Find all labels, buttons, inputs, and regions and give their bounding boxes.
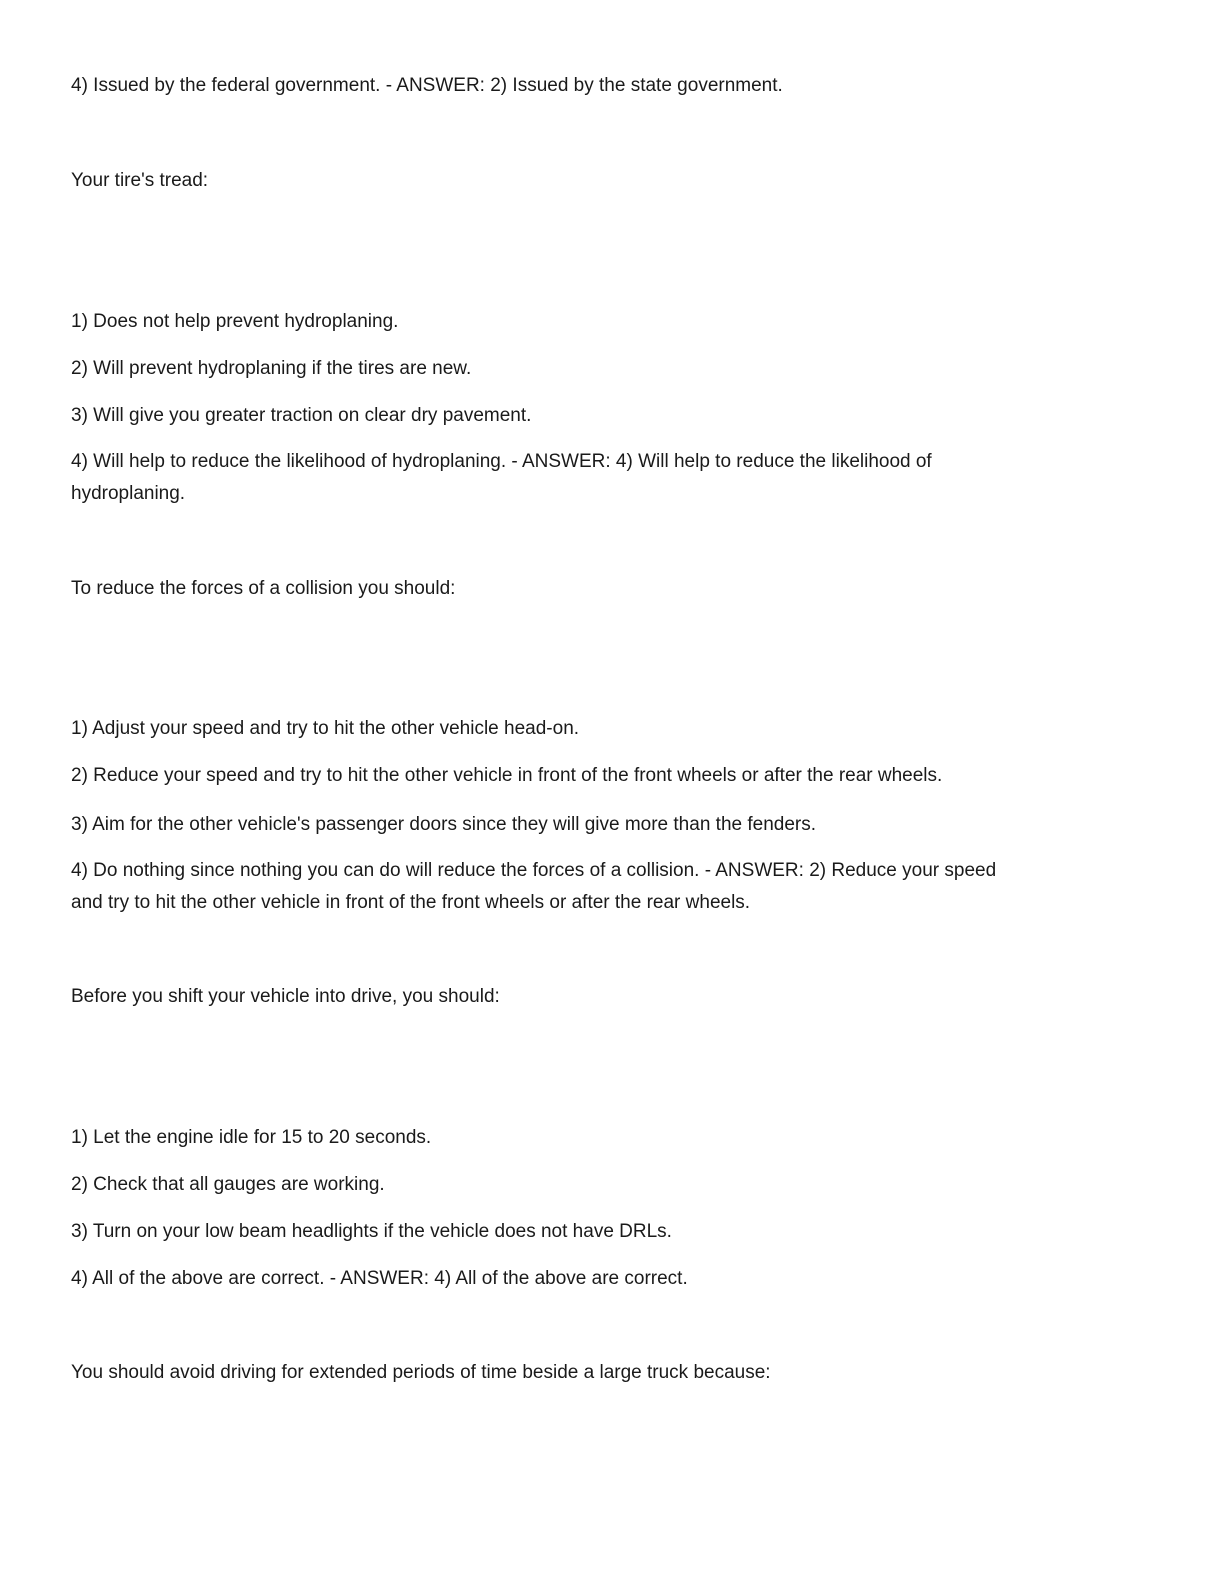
answer-line-state-government: 4) Issued by the federal government. - ANSWER: 2) Issued by the state government. xyxy=(71,75,783,96)
option-line: 1) Adjust your speed and try to hit the other vehicle head-on. xyxy=(71,718,580,739)
option-answer-line-continued: and try to hit the other vehicle in front of the front wheels or after the rear wheels. xyxy=(71,892,751,913)
option-answer-line-continued: hydroplaning. xyxy=(71,483,186,504)
question-collision-forces: To reduce the forces of a collision you should: xyxy=(71,578,456,599)
option-answer-line: 4) Do nothing since nothing you can do will reduce the forces of a collision. - ANSWER: 2) Reduce your speed xyxy=(71,860,997,881)
option-line: 3) Aim for the other vehicle's passenger doors since they will give more than the fenders. xyxy=(71,814,817,835)
option-line: 2) Reduce your speed and try to hit the other vehicle in front of the front wheels or after the rear wheels. xyxy=(71,765,943,786)
option-line: 1) Does not help prevent hydroplaning. xyxy=(71,311,399,332)
option-answer-line: 4) All of the above are correct. - ANSWER: 4) All of the above are correct. xyxy=(71,1268,688,1289)
question-shift-into-drive: Before you shift your vehicle into drive, you should: xyxy=(71,986,500,1007)
question-large-truck: You should avoid driving for extended periods of time beside a large truck because: xyxy=(71,1362,771,1383)
option-answer-line: 4) Will help to reduce the likelihood of hydroplaning. - ANSWER: 4) Will help to reduce the likelihood of xyxy=(71,451,932,472)
option-line: 3) Will give you greater traction on clear dry pavement. xyxy=(71,405,532,426)
option-line: 3) Turn on your low beam headlights if the vehicle does not have DRLs. xyxy=(71,1221,672,1242)
option-line: 1) Let the engine idle for 15 to 20 seconds. xyxy=(71,1127,432,1148)
question-tire-tread: Your tire's tread: xyxy=(71,170,209,191)
option-line: 2) Check that all gauges are working. xyxy=(71,1174,385,1195)
option-line: 2) Will prevent hydroplaning if the tires are new. xyxy=(71,358,472,379)
